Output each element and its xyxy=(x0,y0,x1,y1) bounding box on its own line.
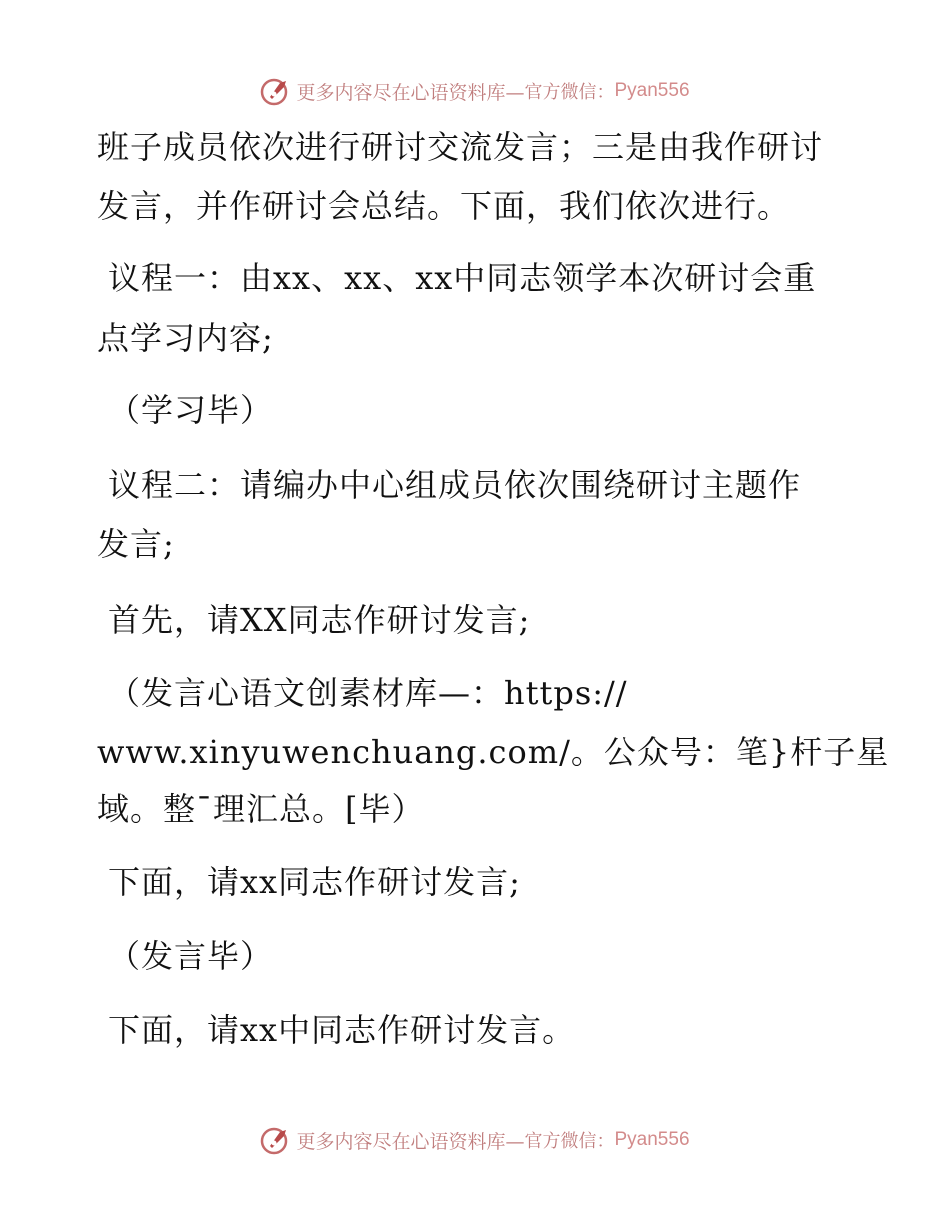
paragraph-line: 下面，请xx中同志作研讨发言。 xyxy=(108,1011,576,1049)
stage-note: （学习毕） xyxy=(108,391,274,429)
header-wechat-label: 官方微信： xyxy=(524,82,615,103)
agenda-item-one: 议程一：由xx、xx、xx中同志领学本次研讨会重 xyxy=(108,259,817,297)
paragraph-line: 点学习内容; xyxy=(97,319,274,357)
paragraph-line: 域。整¯理汇总。[毕） xyxy=(97,790,425,828)
footer-wechat-id: Pyan556 xyxy=(614,1129,690,1150)
paragraph-line: www.xinyuwenchuang.com/。公众号：笔}杆子星 xyxy=(97,733,890,771)
paragraph-line: 发言; xyxy=(97,525,175,563)
header-slogan: 更多内容尽在心语资料库— xyxy=(296,81,525,104)
stage-note: （发言毕） xyxy=(108,937,274,975)
paragraph-line: 班子成员依次进行研讨交流发言；三是由我作研讨 xyxy=(97,128,824,166)
paragraph-line: 下面，请xx同志作研讨发言; xyxy=(108,863,521,901)
paragraph-line: 发言，并作研讨会总结。下面，我们依次进行。 xyxy=(97,187,791,225)
stage-note: （发言心语文创素材库—：https:// xyxy=(108,674,628,712)
agenda-item-two: 议程二：请编办中心组成员依次围绕研讨主题作 xyxy=(108,466,802,504)
paragraph-line: 首先，请XX同志作研讨发言; xyxy=(108,601,531,639)
pen-nib-logo-icon xyxy=(260,1124,292,1156)
header-wechat-id: Pyan556 xyxy=(614,80,690,101)
footer-banner xyxy=(0,1120,950,1160)
footer-wechat-label: 官方微信： xyxy=(524,1131,615,1152)
footer-slogan: 更多内容尽在心语资料库— xyxy=(296,1130,525,1153)
